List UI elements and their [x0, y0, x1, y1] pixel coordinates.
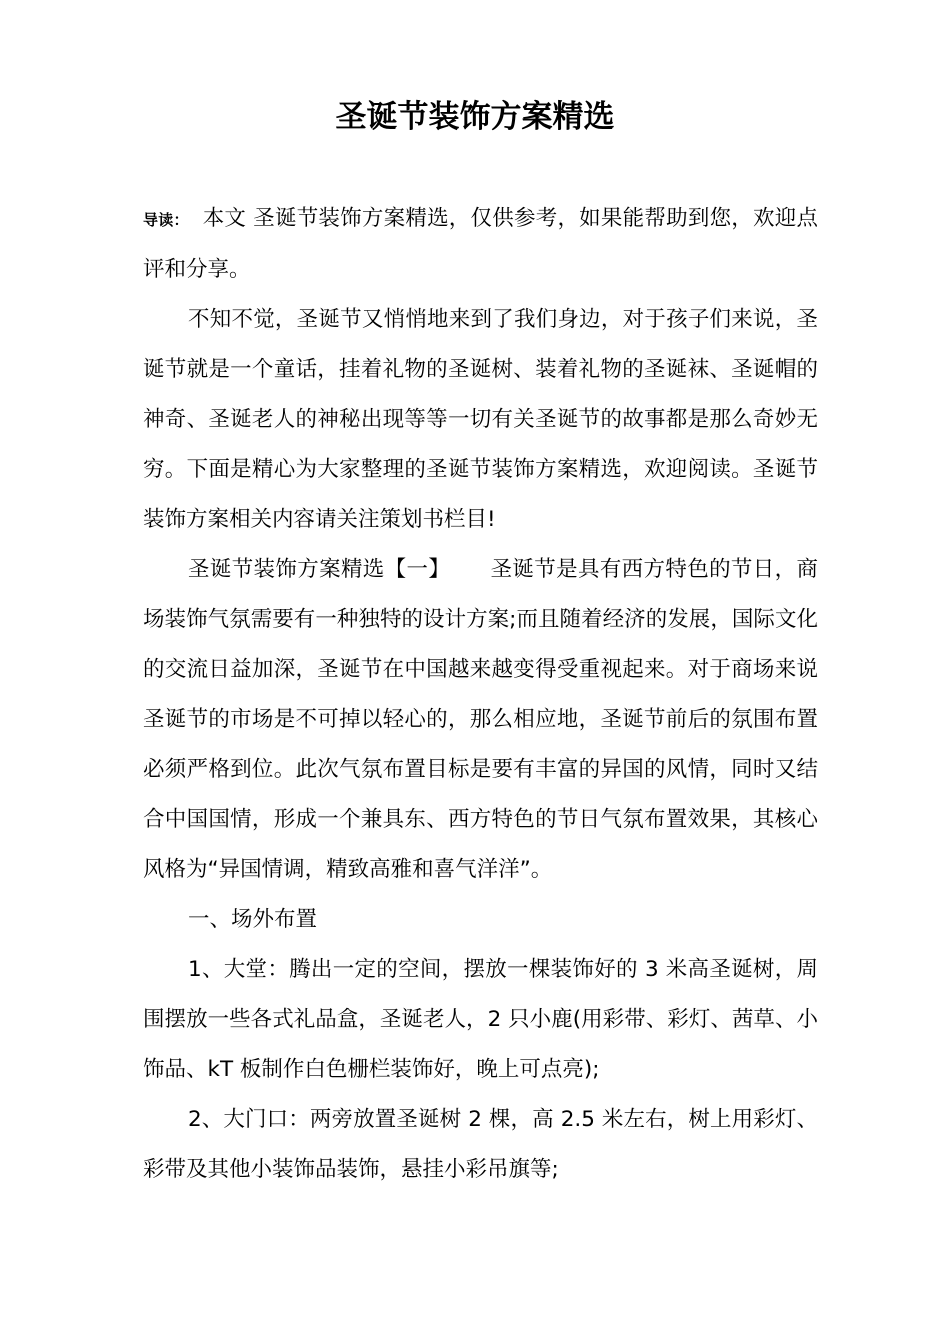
section-heading-1: 圣诞节装饰方案精选【一】 — [188, 557, 451, 582]
intro-paragraph — [143, 194, 818, 295]
paragraph-1: 不知不觉，圣诞节又悄悄地来到了我们身边，对于孩子们来说，圣诞节就是一个童话，挂着礼物的圣诞树、装着礼物的圣诞袜、圣诞帽的神奇、圣诞老人的神秘出现等等一切有关圣诞节的故事都是那么奇妙无穷。下面是精心为大家整理的圣诞节装饰方案精选，欢迎阅读。圣诞节装饰方案相关内容请关注策划书栏目! — [143, 307, 818, 532]
section-heading-outdoor: 一、场外布置 — [188, 907, 318, 932]
page-title: 圣诞节装饰方案精选 — [335, 99, 615, 135]
paragraph-2-text: 圣诞节是具有西方特色的节日，商场装饰气氛需要有一种独特的设计方案;而且随着经济的发展，国际文化的交流日益加深，圣诞节在中国越来越变得受重视起来。对于商场来说圣诞节的市场是不可掉以轻心的，那么相应地，圣诞节前后的氛围布置必须严格到位。此次气氛布置目标是要有丰富的异国的风情，同时又结合中国国情，形成一个兼具东、西方特色的节日气氛布置效果，其核心风格为“异国情调，精致高雅和喜气洋洋”。 — [143, 557, 818, 882]
list-item-1: 1、大堂：腾出一定的空间，摆放一棵装饰好的 3 米高圣诞树，周围摆放一些各式礼品盒，圣诞老人，2 只小鹿(用彩带、彩灯、茜草、小饰品、kT 板制作白色栅栏装饰好，晚上可点亮); — [143, 957, 818, 1082]
list-item-2: 2、大门口：两旁放置圣诞树 2 棵，高 2.5 米左右，树上用彩灯、彩带及其他小装饰品装饰，悬挂小彩吊旗等; — [143, 1107, 818, 1182]
intro-label: 导读： — [143, 211, 189, 229]
document-body — [143, 194, 818, 1195]
paragraph-2 — [143, 545, 818, 895]
intro-text: 本文 圣诞节装饰方案精选，仅供参考，如果能帮助到您，欢迎点评和分享。 — [143, 206, 818, 282]
